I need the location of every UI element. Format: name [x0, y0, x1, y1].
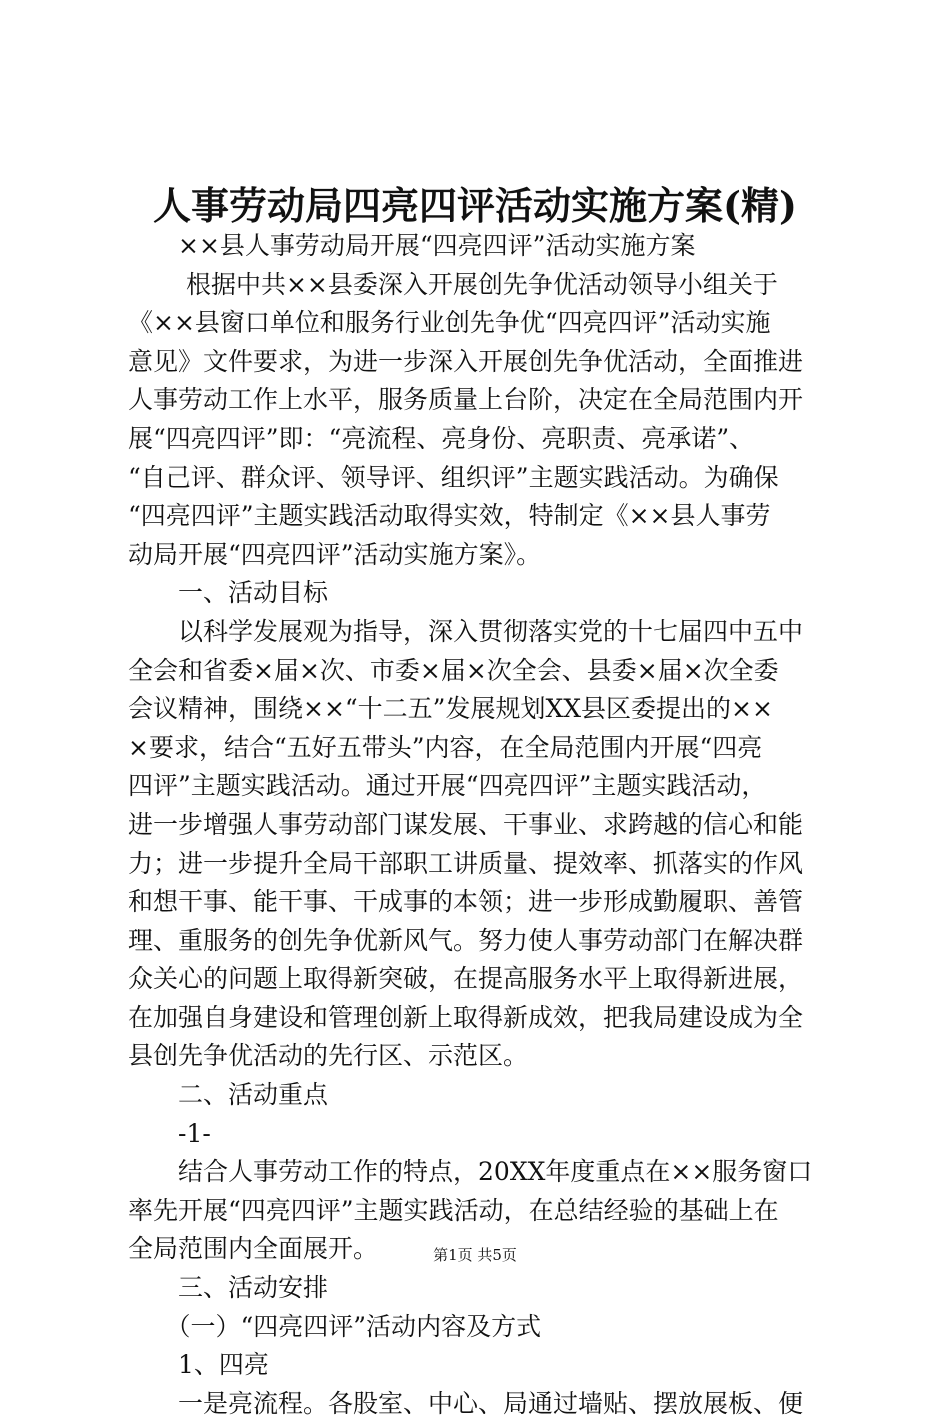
section-heading: 二、活动重点	[128, 1080, 329, 1110]
body-line: 全会和省委×届×次、市委×届×次全会、县委×届×次全委	[128, 655, 779, 685]
document-title: 人事劳动局四亮四评活动实施方案(精)	[153, 183, 797, 228]
body-line: 率先开展“四亮四评”主题实践活动，在总结经验的基础上在	[128, 1195, 779, 1225]
body-line: 力；进一步提升全局干部职工讲质量、提效率、抓落实的作风	[128, 848, 804, 878]
body-line: ×要求，结合“五好五带头”内容，在全局范围内开展“四亮	[128, 732, 763, 762]
body-line: 理、重服务的创先争优新风气。努力使人事劳动部门在解决群	[128, 925, 804, 955]
body-line: 和想干事、能干事、干成事的本领；进一步形成勤履职、善管	[128, 887, 804, 917]
body-line: 全局范围内全面展开。	[128, 1234, 379, 1264]
subsection-heading: （一）“四亮四评”活动内容及方式	[128, 1311, 542, 1341]
body-line: 人事劳动工作上水平，服务质量上台阶，决定在全局范围内开	[128, 385, 804, 415]
body-line: 结合人事劳动工作的特点，20XX年度重点在××服务窗口	[128, 1157, 813, 1187]
body-line: ××县人事劳动局开展“四亮四评”活动实施方案	[128, 231, 696, 260]
body-line: 众关心的问题上取得新突破，在提高服务水平上取得新进展，	[128, 964, 804, 994]
body-line: 进一步增强人事劳动部门谋发展、干事业、求跨越的信心和能	[128, 809, 804, 839]
body-line: 四评”主题实践活动。通过开展“四亮四评”主题实践活动，	[128, 771, 767, 801]
section-heading: 一、活动目标	[128, 578, 329, 608]
body-line: “四亮四评”主题实践活动取得实效，特制定《××县人事劳	[128, 501, 771, 531]
subsection-heading: 1、四亮	[128, 1350, 269, 1380]
body-line: 县创先争优活动的先行区、示范区。	[128, 1041, 529, 1071]
body-line: 根据中共××县委深入开展创先争优活动领导小组关于	[128, 269, 778, 299]
page-marker: -1-	[128, 1118, 211, 1148]
body-line: “自己评、群众评、领导评、组织评”主题实践活动。为确保	[128, 462, 779, 492]
document-body	[128, 227, 833, 1423]
body-line: 会议精神，围绕××“十二五”发展规划XX县区委提出的××	[128, 694, 773, 724]
body-line: 一是亮流程。各股室、中心、局通过墙贴、摆放展板、便	[128, 1388, 804, 1418]
body-line: 动局开展“四亮四评”活动实施方案》。	[128, 539, 542, 569]
body-line: 以科学发展观为指导，深入贯彻落实党的十七届四中五中	[128, 616, 804, 646]
body-line: 展“四亮四评”即：“亮流程、亮身份、亮职责、亮承诺”、	[128, 423, 755, 453]
body-line: 在加强自身建设和管理创新上取得新成效，把我局建设成为全	[128, 1002, 804, 1032]
body-line: 意见》文件要求，为进一步深入开展创先争优活动，全面推进	[128, 346, 804, 376]
section-heading: 三、活动安排	[128, 1273, 329, 1303]
body-line: 《××县窗口单位和服务行业创先争优“四亮四评”活动实施	[128, 308, 771, 338]
page-footer: 第1页 共5页	[433, 1246, 517, 1264]
